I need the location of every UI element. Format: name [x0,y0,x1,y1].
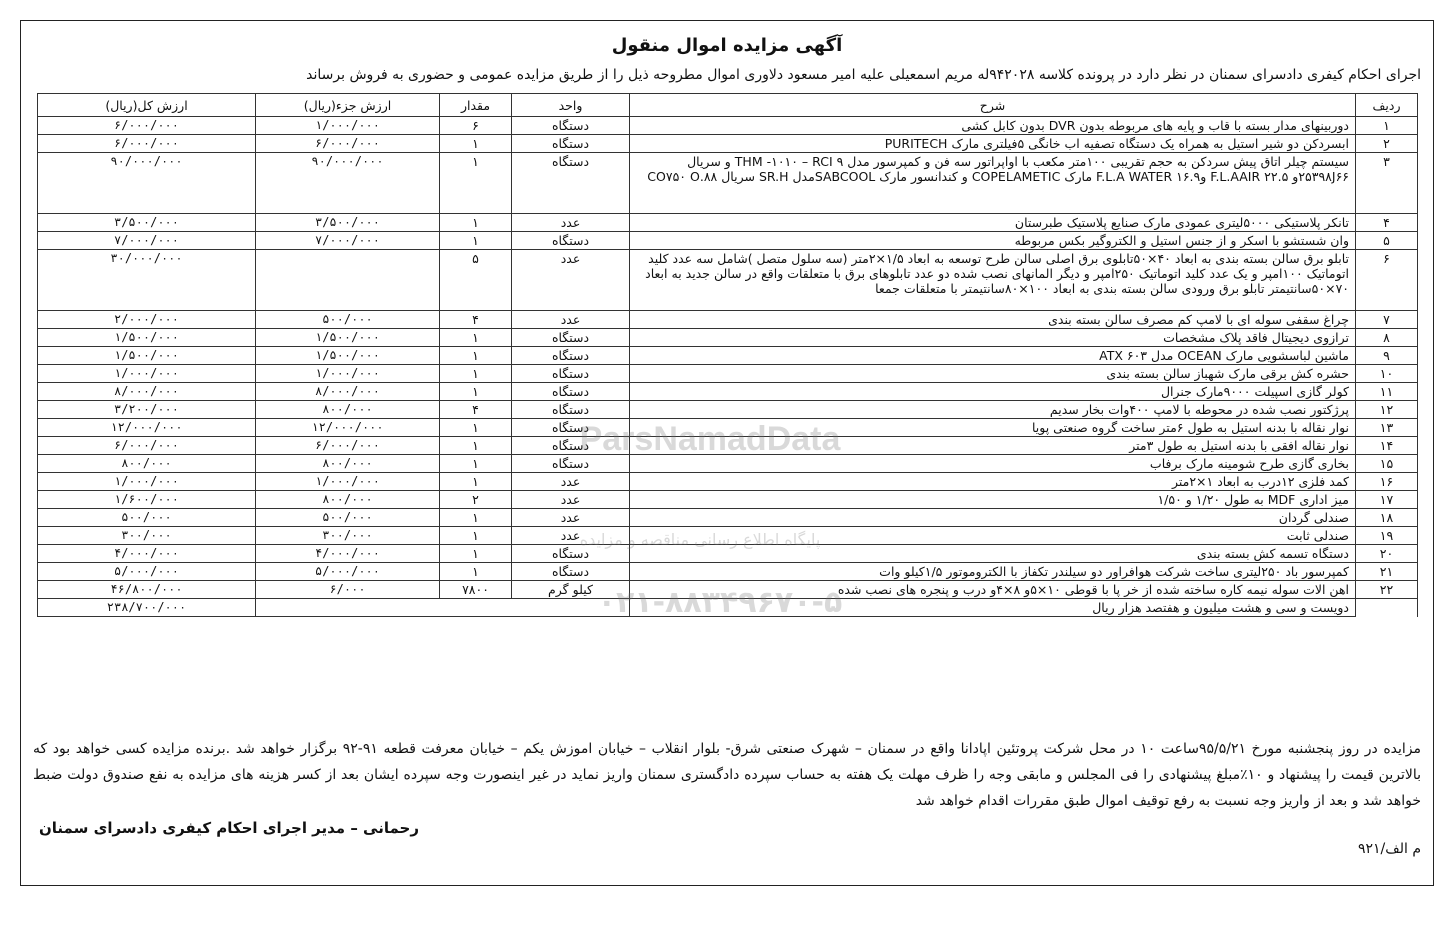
row-unit-price: ۹۰/۰۰۰/۰۰۰ [256,153,440,214]
row-unit: دستگاه [512,545,630,563]
row-total-price: ۱/۵۰۰/۰۰۰ [38,347,256,365]
row-number: ۵ [1356,232,1418,250]
row-unit: عدد [512,214,630,232]
row-number: ۱۷ [1356,491,1418,509]
table-row [38,401,1418,419]
header-row-number: ردیف [1356,94,1418,117]
signature: رحمانی – مدیر اجرای احکام کیفری دادسرای سمنان [39,819,419,837]
row-number: ۱۰ [1356,365,1418,383]
table-row [38,455,1418,473]
table-row [38,117,1418,135]
notice-frame [20,20,1434,886]
row-description: کمد فلزی ۱۲درب به ابعاد ۱×۲متر [630,473,1356,491]
row-total-price: ۶/۰۰۰/۰۰۰ [38,117,256,135]
row-quantity: ۱ [440,563,512,581]
row-quantity: ۱ [440,509,512,527]
row-quantity: ۱ [440,214,512,232]
watermark-subtitle: پایگاه اطلاع رسانی مناقصه و مزایده [579,530,821,549]
total-blank-cell [1356,599,1418,617]
row-unit-price: ۳۰۰/۰۰۰ [256,527,440,545]
table-row [38,437,1418,455]
row-number: ۸ [1356,329,1418,347]
table-row [38,347,1418,365]
row-number: ۱۲ [1356,401,1418,419]
row-total-price: ۸۰۰/۰۰۰ [38,455,256,473]
row-description: میز اداری MDF به طول ۱/۲۰ و ۱/۵۰ [630,491,1356,509]
row-description: ماشین لباسشویی مارک OCEAN مدل ATX ۶۰۳ [630,347,1356,365]
row-unit-price: ۷/۰۰۰/۰۰۰ [256,232,440,250]
row-total-price: ۱/۶۰۰/۰۰۰ [38,491,256,509]
row-description: صندلی گردان [630,509,1356,527]
header-description: شرح [630,94,1356,117]
row-unit-price: ۸۰۰/۰۰۰ [256,401,440,419]
notice-intro: اجرای احکام کیفری دادسرای سمنان در نظر دارد در پرونده کلاسه ۹۴۲۰۲۸له مریم اسمعیلی علیه امیر مسعود دلاوری اموال مطروحه ذیل را از طریق مزایده عمومی و حضوری به فروش برساند [306,67,1421,83]
row-description: وان شستشو با اسکر و از جنس استیل و الکتروگیر بکس مربوطه [630,232,1356,250]
row-description: تابلو برق سالن بسته بندی به ابعاد ۴۰×۵۰تابلوی برق اصلی سالن طرح توسعه به ابعاد ۱/۵×۲متر (سه سلول متصل )شامل سه عدد کلید اتوماتیک ۱۰۰امپر و یک عدد کلید اتوماتیک ۲۵۰امپر و دیگر المانهای نصب شده دو عدد تابلوهای برق با متعلقات واقع در سالن جدید به ابعاد ۷۰×۵۰سانتیمتر تابلو برق ورودی سالن بسته بندی به ابعاد ۱۰۰×۸۰سانتیمتر با متعلقات جمعا [630,250,1356,311]
row-unit: دستگاه [512,153,630,214]
table-row [38,419,1418,437]
row-description: چراغ سقفی سوله ای با لامپ کم مصرف سالن بسته بندی [630,311,1356,329]
table-row [38,473,1418,491]
watermark-brand: ParsNamadData [579,420,841,458]
row-number: ۶ [1356,250,1418,311]
table-row [38,214,1418,232]
row-quantity: ۱ [440,473,512,491]
row-unit-price: ۱/۰۰۰/۰۰۰ [256,365,440,383]
table-body [38,117,1418,617]
row-quantity: ۶ [440,117,512,135]
header-unit: واحد [512,94,630,117]
row-quantity: ۱ [440,455,512,473]
notice-title: آگهی مزایده اموال منقول [611,35,843,56]
table-row [38,232,1418,250]
row-description: دستگاه تسمه کش بسته بندی [630,545,1356,563]
row-total-price: ۷/۰۰۰/۰۰۰ [38,232,256,250]
row-unit: کیلو گرم [512,581,630,599]
row-total-price: ۱۲/۰۰۰/۰۰۰ [38,419,256,437]
row-number: ۹ [1356,347,1418,365]
row-unit-price: ۸۰۰/۰۰۰ [256,455,440,473]
table-total-row [38,599,1418,617]
table-row [38,311,1418,329]
row-number: ۲۰ [1356,545,1418,563]
row-unit: دستگاه [512,329,630,347]
items-table [37,93,1418,617]
row-total-price: ۳۰۰/۰۰۰ [38,527,256,545]
row-number: ۱ [1356,117,1418,135]
row-unit-price: ۵/۰۰۰/۰۰۰ [256,563,440,581]
row-quantity: ۲ [440,491,512,509]
row-number: ۱۹ [1356,527,1418,545]
row-description: بخاری گازی طرح شومینه مارک برفاب [630,455,1356,473]
table-row [38,509,1418,527]
table-row [38,527,1418,545]
row-unit: دستگاه [512,401,630,419]
row-unit: عدد [512,527,630,545]
row-total-price: ۳۰/۰۰۰/۰۰۰ [38,250,256,311]
row-unit: دستگاه [512,365,630,383]
table-row [38,250,1418,311]
row-quantity: ۱ [440,527,512,545]
row-unit-price: ۸۰۰/۰۰۰ [256,491,440,509]
row-unit-price: ۶/۰۰۰/۰۰۰ [256,135,440,153]
row-quantity: ۱ [440,135,512,153]
table-row [38,365,1418,383]
row-unit: عدد [512,473,630,491]
row-quantity: ۱ [440,347,512,365]
row-quantity: ۱ [440,437,512,455]
row-description: ابسردکن دو شیر استیل به همراه یک دستگاه تصفیه اب خانگی ۵فیلتری مارک PURITECH [630,135,1356,153]
row-unit: عدد [512,250,630,311]
row-unit-price: ۱/۰۰۰/۰۰۰ [256,117,440,135]
row-unit-price: ۴/۰۰۰/۰۰۰ [256,545,440,563]
row-unit-price: ۵۰۰/۰۰۰ [256,509,440,527]
row-unit-price: ۱/۵۰۰/۰۰۰ [256,329,440,347]
row-description: تانکر پلاستیکی ۵۰۰۰لیتری عمودی مارک صنایع پلاستیک طبرستان [630,214,1356,232]
row-description: کمپرسور باد ۲۵۰لیتری ساخت شرکت هوافراور دو سیلندر تکفاز با الکتروموتور ۱/۵کیلو وات [630,563,1356,581]
row-quantity: ۱ [440,383,512,401]
total-blank-span [256,599,630,617]
row-quantity: ۱ [440,232,512,250]
row-description: اهن الات سوله نیمه کاره ساخته شده از خر پا با قوطی ۱۰×۵و ۸×۴و درب و پنجره های نصب شده [630,581,1356,599]
row-total-price: ۸/۰۰۰/۰۰۰ [38,383,256,401]
row-unit-price: ۱/۵۰۰/۰۰۰ [256,347,440,365]
row-number: ۲۲ [1356,581,1418,599]
row-unit: عدد [512,509,630,527]
row-total-price: ۳/۵۰۰/۰۰۰ [38,214,256,232]
row-total-price: ۴/۰۰۰/۰۰۰ [38,545,256,563]
row-total-price: ۶/۰۰۰/۰۰۰ [38,437,256,455]
row-quantity: ۴ [440,311,512,329]
header-quantity: مقدار [440,94,512,117]
row-unit: دستگاه [512,563,630,581]
row-description: حشره کش برقی مارک شهباز سالن بسته بندی [630,365,1356,383]
reference-number: م الف/۹۲۱ [1357,841,1421,857]
table-row [38,545,1418,563]
row-unit: دستگاه [512,347,630,365]
table-row [38,329,1418,347]
row-description: دوربینهای مدار بسته با قاب و پایه های مربوطه بدون DVR بدون کابل کشی [630,117,1356,135]
row-number: ۷ [1356,311,1418,329]
header-unit-price: ارزش جزء(ریال) [256,94,440,117]
row-quantity: ۱ [440,365,512,383]
row-number: ۲ [1356,135,1418,153]
row-description: سیستم چیلر اتاق پیش سردکن به حجم تقریبی ۱۰۰متر مکعب با اواپراتور سه فن و کمپرسور مدل THM -۱۰۱۰ – RCI ۹ و سریال ۲۵۳۹۸J۶۶و ۲۲.۵ F.L.AAIR و۱۶.۹ F.L.A WATER مارک COPELAMETIC و کندانسور مارک SABCOOLمدل SR.H سریال ۸۸.CO۷۵۰ O [630,153,1356,214]
row-unit-price: ۸/۰۰۰/۰۰۰ [256,383,440,401]
row-total-price: ۱/۰۰۰/۰۰۰ [38,365,256,383]
row-number: ۳ [1356,153,1418,214]
row-unit-price: ۱۲/۰۰۰/۰۰۰ [256,419,440,437]
watermark-phone: ۰۲۱-۸۸۳۴۹۶۷۰-۵ [597,585,843,620]
row-total-price: ۳/۲۰۰/۰۰۰ [38,401,256,419]
row-quantity: ۱ [440,153,512,214]
row-total-price: ۲/۰۰۰/۰۰۰ [38,311,256,329]
row-unit: دستگاه [512,117,630,135]
row-unit-price: ۱/۰۰۰/۰۰۰ [256,473,440,491]
row-unit-price: ۶/۰۰۰/۰۰۰ [256,437,440,455]
row-unit-price: ۶/۰۰۰ [256,581,440,599]
row-unit-price: ۵۰۰/۰۰۰ [256,311,440,329]
row-quantity: ۴ [440,401,512,419]
row-number: ۱۴ [1356,437,1418,455]
row-unit: عدد [512,491,630,509]
row-unit: دستگاه [512,232,630,250]
row-quantity: ۵ [440,250,512,311]
row-total-price: ۵۰۰/۰۰۰ [38,509,256,527]
row-unit: دستگاه [512,135,630,153]
row-total-price: ۵/۰۰۰/۰۰۰ [38,563,256,581]
row-quantity: ۱ [440,419,512,437]
row-unit: دستگاه [512,437,630,455]
table-row [38,135,1418,153]
row-number: ۱۳ [1356,419,1418,437]
table-row [38,581,1418,599]
row-total-price: ۹۰/۰۰۰/۰۰۰ [38,153,256,214]
row-description: صندلی ثابت [630,527,1356,545]
auction-terms: مزایده در روز پنجشنبه مورخ ۹۵/۵/۲۱ساعت ۱۰ در محل شرکت پروتئین اپادانا واقع در سمنان – شهرک صنعتی شرق- بلوار انقلاب – خیابان اموزش یکم – خیابان معرفت قطعه ۹۱-۹۲ برگزار خواهد شد .برنده مزایده کسی خواهد بود که بالاترین قیمت را پیشنهاد و ۱۰٪مبلغ پیشنهادی را فی المجلس و مابقی وجه را ظرف مهلت یک هفته به حساب سپرده دادگستری سمنان واریز نماید در غیر اینصورت وجه سپرده ایشان بعد از کسر هزینه های مزایده به نفع صندوق دولت ضبط خواهد شد و بعد از واریز وجه نسبت به رفع توقیف اموال طبق مقررات اقدام خواهد شد [33,741,1422,809]
row-number: ۱۶ [1356,473,1418,491]
table-row [38,491,1418,509]
row-description: نوار نقاله افقی با بدنه استیل به طول ۳متر [630,437,1356,455]
row-unit: دستگاه [512,383,630,401]
table-row [38,383,1418,401]
row-description: پرژکتور نصب شده در محوطه با لامپ ۴۰۰وات بخار سدیم [630,401,1356,419]
row-unit: دستگاه [512,419,630,437]
row-description: نوار نقاله با بدنه استیل به طول ۶متر ساخت گروه صنعتی پویا [630,419,1356,437]
row-quantity: ۱ [440,545,512,563]
table-header-row [38,94,1418,117]
row-number: ۱۸ [1356,509,1418,527]
row-number: ۴ [1356,214,1418,232]
row-number: ۱۱ [1356,383,1418,401]
row-total-price: ۴۶/۸۰۰/۰۰۰ [38,581,256,599]
row-number: ۱۵ [1356,455,1418,473]
row-total-price: ۶/۰۰۰/۰۰۰ [38,135,256,153]
row-description: کولر گازی اسپیلت ۹۰۰۰مارک جنرال [630,383,1356,401]
table-row [38,563,1418,581]
row-quantity: ۱ [440,329,512,347]
row-total-price: ۱/۰۰۰/۰۰۰ [38,473,256,491]
row-description: ترازوی دیجیتال فاقد پلاک مشخصات [630,329,1356,347]
grand-total: ۲۳۸/۷۰۰/۰۰۰ [38,599,256,617]
row-unit: عدد [512,311,630,329]
total-in-words: دویست و سی و هشت میلیون و هفتصد هزار ریال [630,599,1356,617]
row-total-price: ۱/۵۰۰/۰۰۰ [38,329,256,347]
row-unit-price [256,250,440,311]
row-unit: دستگاه [512,455,630,473]
row-number: ۲۱ [1356,563,1418,581]
header-total-price: ارزش کل(ریال) [38,94,256,117]
table-row [38,153,1418,214]
row-unit-price: ۳/۵۰۰/۰۰۰ [256,214,440,232]
row-quantity: ۷۸۰۰ [440,581,512,599]
